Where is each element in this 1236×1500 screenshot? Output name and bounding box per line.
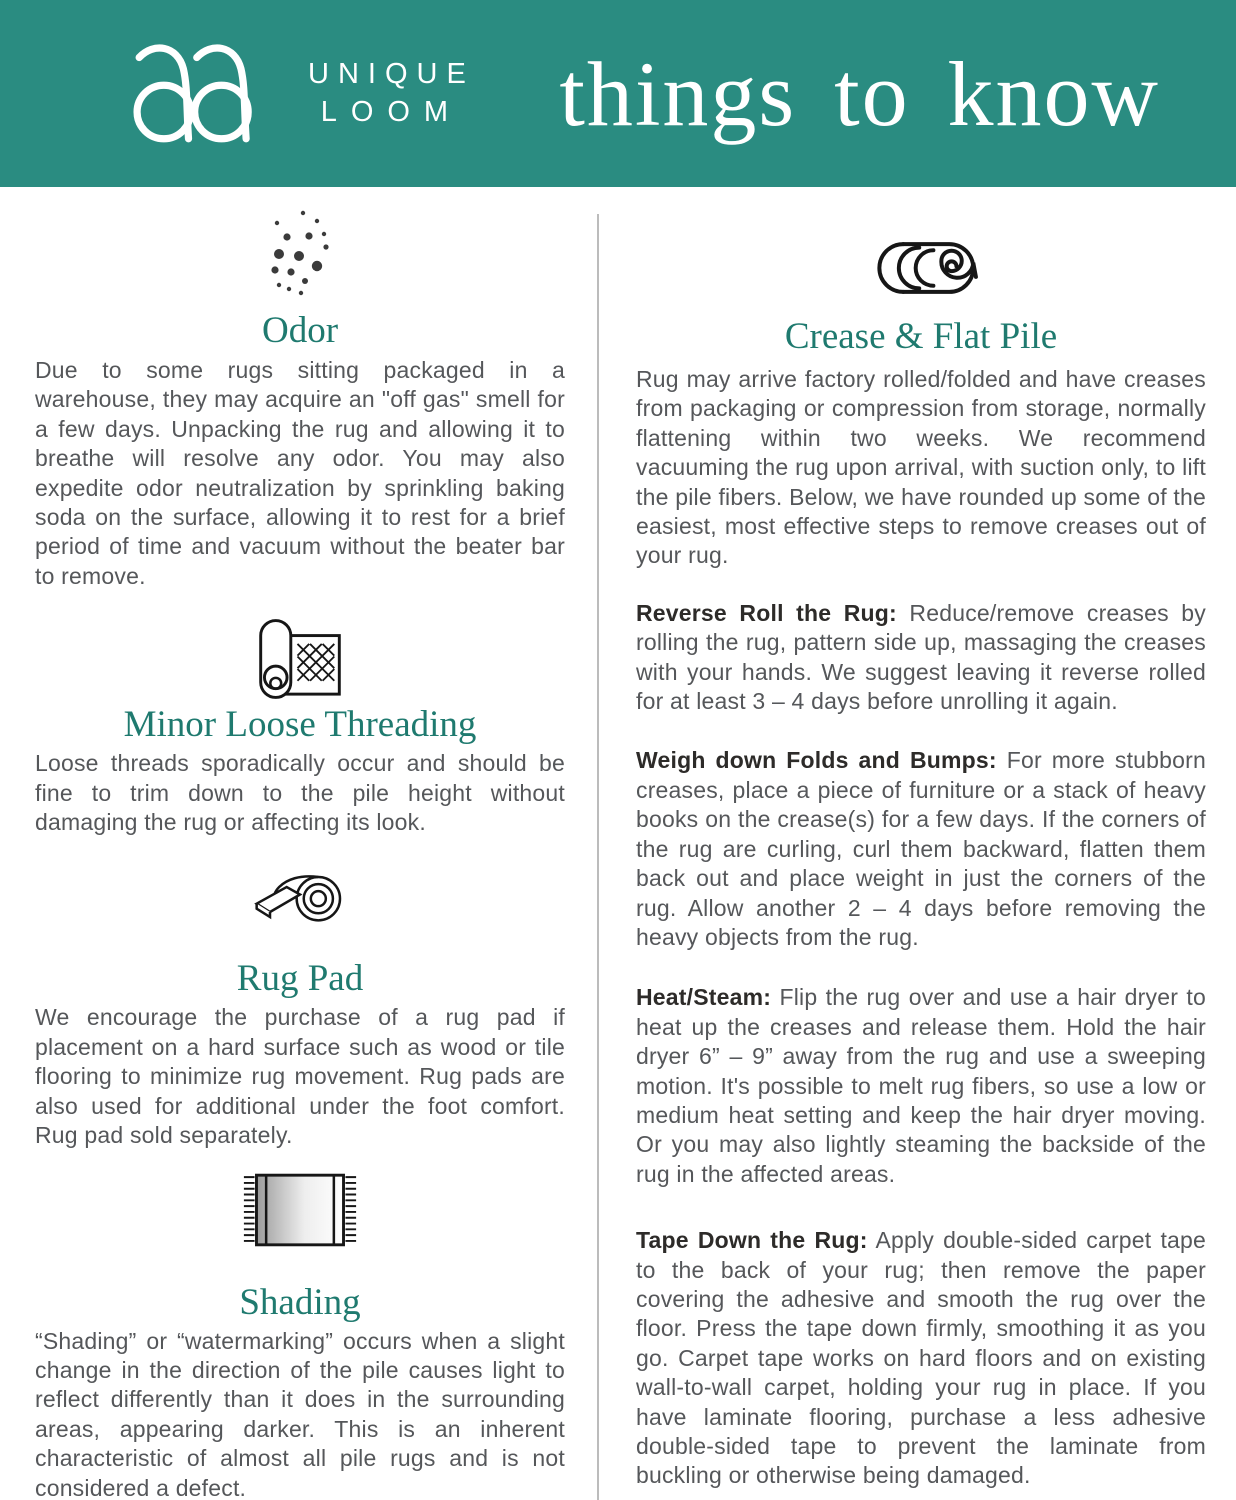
crease-section-icon-row [636, 247, 1206, 299]
fringed-rug-gradient-icon [241, 1171, 359, 1249]
tip-paragraph-reverse-roll [636, 599, 1206, 717]
tip-label-tape-down: Tape Down the Rug: [636, 1227, 868, 1254]
section-heading-threading: Minor Loose Threading [123, 704, 477, 746]
rug-pad-section-icon-row [35, 867, 565, 927]
header-banner [0, 0, 1236, 187]
brand-line-loom: LOOM [320, 96, 463, 128]
section-heading-shading: Shading [239, 1281, 361, 1323]
tip-body-tape-down: Apply double-sided carpet tape to the back of your rug; then remove the paper covering the adhesive and smooth the rug over the floor. Press the tape down firmly, smoothing it as you go. Carpet tape works on hard floors and on existing wall-to-wall carpet, holding your rug in place. If you have laminate flooring, purchase a less adhesive double-sided tape to prevent the laminate from buckling or otherwise being damaged. [636, 1227, 1207, 1489]
section-heading-crease: Crease & Flat Pile [784, 316, 1058, 357]
odor-section-icon-row [35, 209, 565, 299]
tip-paragraph-heat-steam [636, 983, 1206, 1189]
rolled-rug-spiral-icon [862, 237, 980, 299]
tip-paragraph-weigh-down [636, 746, 1206, 952]
section-body-rug-pad: We encourage the purchase of a rug pad if placement on a hard surface such as wood or tile flooring to minimize rug movement. Rug pads are also used for additional under the foot comfort. Rug pad sold separately. [35, 1004, 565, 1149]
unique-loom-logo [126, 40, 286, 148]
tip-label-heat-steam: Heat/Steam: [636, 984, 772, 1011]
brand-name [308, 60, 475, 127]
rug-pad-roll-icon [252, 867, 348, 927]
tip-body-heat-steam: Flip the rug over and use a hair dryer to heat up the creases and release them. Hold the hair dryer 6” – 9” away from the rug and use a sweeping motion. It's possible to melt rug fibers, so use a low or medium heat setting and keep the hair dryer moving. Or you may also lightly steaming the backside of the rug in the affected areas. [636, 984, 1206, 1187]
tip-label-reverse-roll: Reverse Roll the Rug: [636, 599, 897, 626]
brand-line-unique: UNIQUE [308, 58, 475, 90]
right-column [636, 187, 1206, 1491]
threading-section-icon-row [35, 617, 565, 701]
page-title: things to know [559, 42, 1160, 145]
shading-section-icon-row [35, 1171, 565, 1249]
left-column [35, 187, 565, 1500]
section-intro-crease: Rug may arrive factory rolled/folded and have creases from packaging or compression from storage, normally flattening within two weeks. We recommend vacuuming the rug upon arrival, with suction only, to lift the pile fibers. Below, we have rounded up some of the easiest, most effective steps to remove creases out of your rug. [636, 366, 1206, 569]
tip-body-weigh-down: For more stubborn creases, place a piece of furniture or a stack of heavy books on the crease(s) for a few days. If the corners of the rug are curling, curl them backward, flatten them back out and place weight in just the corners of the rug. Allow another 2 – 4 days before removing the heavy objects from the rug. [636, 747, 1206, 950]
section-body-shading: “Shading” or “watermarking” occurs when a slight change in the direction of the pile causes light to reflect differently than it does in the surrounding areas, appearing darker. This is an inherent characteristic of almost all pile rugs and is not considered a defect. [35, 1327, 565, 1500]
rolled-rug-crosshatch-icon [254, 617, 346, 701]
section-heading-odor: Odor [261, 310, 339, 351]
double-loop-logo-icon [126, 40, 286, 148]
tip-label-weigh-down: Weigh down Folds and Bumps: [636, 747, 997, 774]
tip-body-reverse-roll: Reduce/remove creases by rolling the rug, pattern side up, massaging the creases with your hands. We suggest leaving it reverse rolled for at least 3 – 4 days before unrolling it again. [636, 599, 1206, 715]
odor-dots-icon [267, 209, 333, 299]
column-divider [597, 214, 599, 1500]
tip-paragraph-tape-down [636, 1226, 1206, 1491]
section-body-threading: Loose threads sporadically occur and should be fine to trim down to the pile height without damaging the rug or affecting its look. [35, 750, 565, 836]
section-heading-rug-pad: Rug Pad [236, 958, 364, 1000]
section-body-odor: Due to some rugs sitting packaged in a warehouse, they may acquire an "off gas" smell for a few days. Unpacking the rug and allowing it to breathe will resolve any odor. You may also expedite odor neutralization by sprinkling baking soda on the surface, allowing it to rest for a brief period of time and vacuum without the beater bar to remove. [35, 357, 565, 589]
